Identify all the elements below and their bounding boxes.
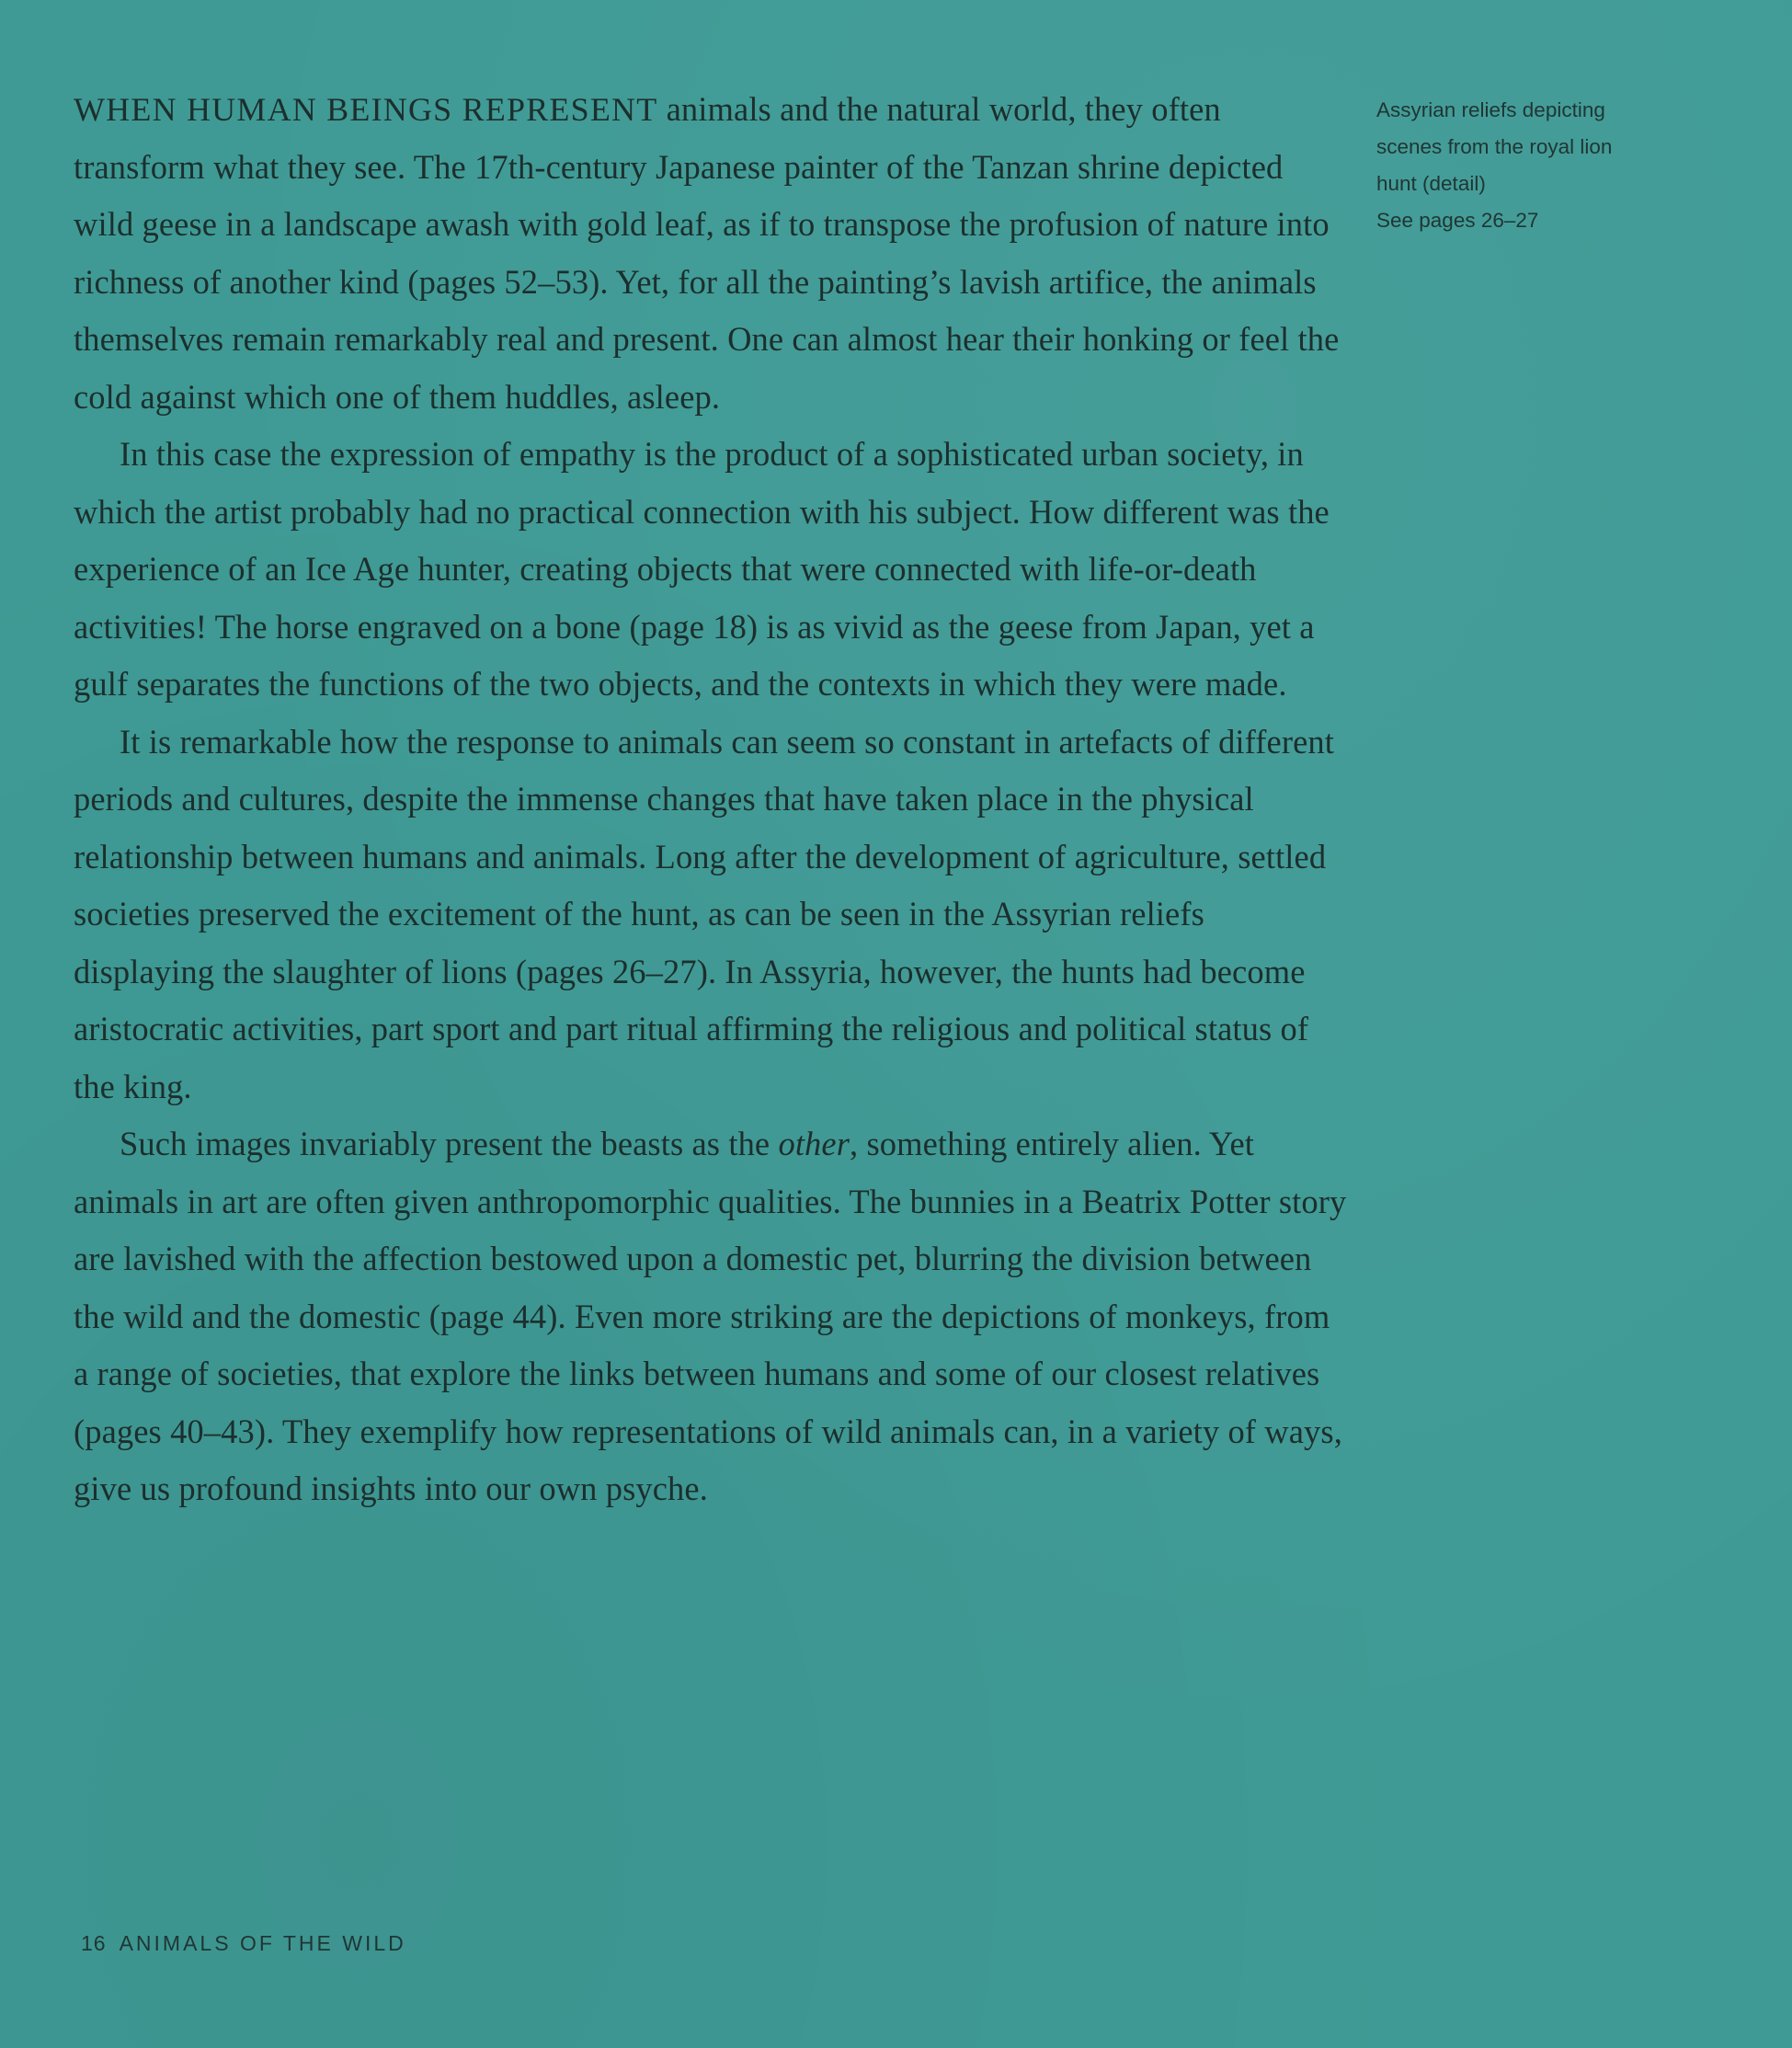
paragraph-4-text-b: , something entirely alien. Yet animals in art are often given anthropomorphic qualities. The bunnies in a Beatrix Potter story are lavished with the affection bestowed upon a domestic pet, blurring the division between the wild and the domestic (page 44). Even more striking are the depictions of monkeys, from a range of societies, that explore the links between humans and some of our closest relatives (pages 40–43). They exemplify how representations of wild animals can, in a variety of ways, give us profound insights into our own psyche. — [74, 1125, 1347, 1507]
caption-line-2: scenes from the royal lion — [1376, 135, 1613, 158]
paragraph-4-text-a: Such images invariably present the beasts as the — [120, 1125, 779, 1162]
lead-in-caps: WHEN HUMAN BEINGS REPRESENT — [74, 91, 658, 128]
paragraph-2: In this case the expression of empathy is the product of a sophisticated urban society, in which the artist probably had no practical connection with his subject. How different was the experience of an Ice Age hunter, creating objects that were connected with life-or-death activities! The horse engraved on a bone (page 18) is as vivid as the geese from Japan, yet a gulf separates the functions of the two objects, and the contexts in which they were made. — [74, 435, 1330, 703]
caption-line-1: Assyrian reliefs depicting — [1376, 98, 1605, 121]
caption-line-3: hunt (detail) — [1376, 172, 1486, 195]
page-number: 16 — [81, 1931, 107, 1955]
paragraph-3: It is remarkable how the response to animals can seem so constant in artefacts of different periods and cultures, despite the immense changes that have taken place in the physical relationship between humans and animals. Long after the development of agriculture, settled societies preserved the excitement of the hunt, as can be seen in the Assyrian reliefs displaying the slaughter of lions (pages 26–27). In Assyria, however, the hunts had become aristocratic activities, part sport and part ritual affirming the religious and political status of the king. — [74, 722, 1334, 1105]
main-text — [74, 81, 1347, 1518]
paragraph-1 — [74, 81, 1347, 426]
page-footer — [81, 1931, 406, 1956]
caption-page-reference: See pages 26–27 — [1376, 209, 1539, 232]
paragraph-4-emphasis: other — [778, 1125, 850, 1162]
paragraph-4 — [74, 1116, 1347, 1518]
figure-caption — [1376, 92, 1680, 239]
paragraph-1-text: animals and the natural world, they often transform what they see. The 17th-century Japanese painter of the Tanzan shrine depicted wild geese in a landscape awash with gold leaf, as if to transpose the profusion of nature into richness of another kind (pages 52–53). Yet, for all the painting’s lavish artifice, the animals themselves remain remarkably real and present. One can almost hear their honking or feel the cold against which one of them huddles, asleep. — [74, 90, 1340, 416]
running-footer-title: ANIMALS OF THE WILD — [119, 1931, 406, 1955]
